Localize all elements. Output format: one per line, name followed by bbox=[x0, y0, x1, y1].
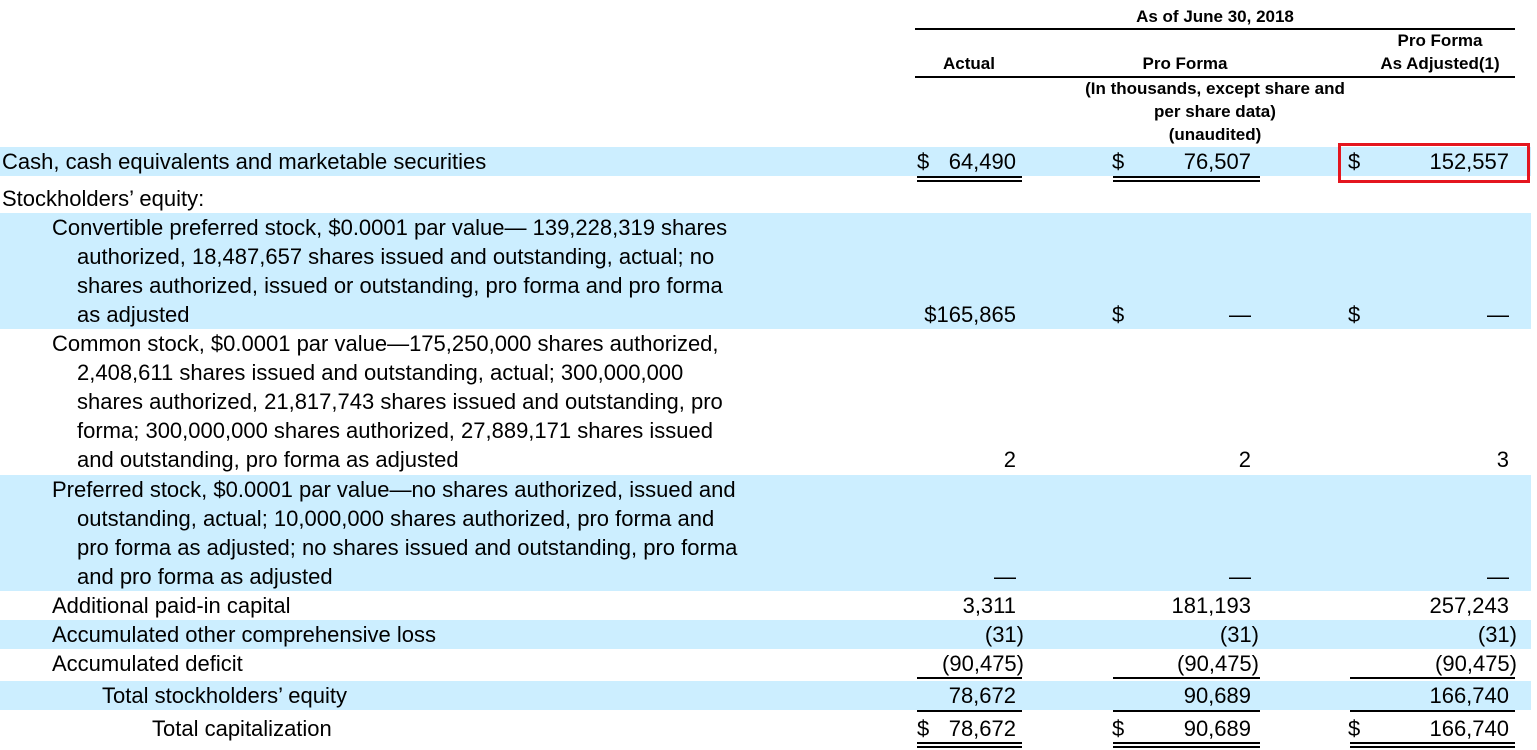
unaudited-note: (unaudited) bbox=[1168, 125, 1262, 144]
row-label: and pro forma as adjusted bbox=[77, 564, 333, 589]
actual-value: 78,672 bbox=[948, 683, 1016, 708]
pfaa-value: 3 bbox=[1496, 447, 1509, 472]
double-underline bbox=[917, 176, 1022, 182]
row-label: Accumulated other comprehensive loss bbox=[52, 622, 436, 647]
period-header: As of June 30, 2018 bbox=[1136, 7, 1294, 26]
dollar-sign: $ bbox=[1112, 716, 1125, 741]
pro-forma-value: (31) bbox=[1219, 622, 1259, 647]
row-label: shares authorized, issued or outstanding, pro forma and pro forma bbox=[77, 273, 723, 298]
double-underline bbox=[1113, 176, 1260, 182]
table-row-preferred-stock bbox=[0, 475, 1531, 591]
pfaa-value: 257,243 bbox=[1429, 593, 1509, 618]
pro-forma-value: — bbox=[1229, 302, 1251, 327]
row-label: forma; 300,000,000 shares authorized, 27,889,171 shares issued bbox=[77, 418, 713, 443]
underline bbox=[1113, 677, 1260, 679]
actual-value: — bbox=[994, 564, 1016, 589]
col-header-actual: Actual bbox=[943, 54, 995, 73]
section-heading: Stockholders’ equity: bbox=[2, 186, 205, 211]
table-row-cash bbox=[0, 147, 1531, 176]
row-label: as adjusted bbox=[77, 302, 190, 327]
row-label: shares authorized, 21,817,743 shares issued and outstanding, pro bbox=[77, 389, 723, 414]
double-underline bbox=[1113, 742, 1260, 748]
table-row-aocl bbox=[0, 620, 1531, 649]
row-label: pro forma as adjusted; no shares issued and outstanding, pro forma bbox=[77, 535, 738, 560]
pfaa-value: 166,740 bbox=[1429, 683, 1509, 708]
dollar-sign: $ bbox=[1348, 302, 1361, 327]
dollar-sign: $ bbox=[917, 716, 930, 741]
pfaa-value: — bbox=[1487, 302, 1509, 327]
actual-value: 78,672 bbox=[948, 716, 1016, 741]
row-label: outstanding, actual; 10,000,000 shares authorized, pro forma and bbox=[77, 506, 715, 531]
pro-forma-value: 90,689 bbox=[1183, 716, 1251, 741]
row-label: authorized, 18,487,657 shares issued and outstanding, actual; no bbox=[77, 244, 715, 269]
pfaa-value: — bbox=[1487, 564, 1509, 589]
actual-value: (31) bbox=[984, 622, 1024, 647]
row-label: and outstanding, pro forma as adjusted bbox=[77, 447, 459, 472]
double-underline bbox=[1350, 742, 1515, 748]
underline bbox=[1350, 710, 1515, 712]
units-note: (In thousands, except share and bbox=[1085, 79, 1345, 98]
col-header-pfaa-line2: As Adjusted(1) bbox=[1380, 54, 1500, 73]
row-label: Cash, cash equivalents and marketable securities bbox=[2, 149, 487, 174]
pfaa-value: 152,557 bbox=[1429, 149, 1509, 174]
row-label: Accumulated deficit bbox=[52, 651, 243, 676]
row-label: Additional paid-in capital bbox=[52, 593, 291, 618]
pro-forma-value: 90,689 bbox=[1183, 683, 1251, 708]
col-header-pfaa-line1: Pro Forma bbox=[1397, 31, 1483, 50]
pro-forma-value: (90,475) bbox=[1177, 651, 1259, 676]
actual-value: 64,490 bbox=[948, 149, 1016, 174]
double-underline bbox=[917, 742, 1022, 748]
pro-forma-value: 76,507 bbox=[1183, 149, 1251, 174]
pro-forma-value: 2 bbox=[1238, 447, 1251, 472]
dollar-sign: $ bbox=[1348, 149, 1361, 174]
underline bbox=[917, 677, 1022, 679]
table-row-convertible-preferred bbox=[0, 213, 1531, 329]
actual-value: 3,311 bbox=[962, 593, 1016, 618]
table-row-total-capitalization bbox=[0, 714, 1531, 743]
row-label: Convertible preferred stock, $0.0001 par value— 139,228,319 shares bbox=[52, 215, 728, 240]
dollar-sign: $ bbox=[1348, 716, 1361, 741]
underline bbox=[1350, 677, 1515, 679]
highlight-box bbox=[1338, 143, 1530, 183]
table-row-common-stock bbox=[0, 329, 1531, 475]
table-row-equity-heading bbox=[0, 184, 1531, 213]
underline bbox=[917, 710, 1022, 712]
row-label: 2,408,611 shares issued and outstanding, actual; 300,000,000 bbox=[77, 360, 684, 385]
actual-value: 2 bbox=[1003, 447, 1016, 472]
table-row-accumulated-deficit bbox=[0, 649, 1531, 678]
dollar-sign: $ bbox=[917, 149, 930, 174]
dollar-sign: $ bbox=[1112, 302, 1125, 327]
actual-value: $165,865 bbox=[924, 302, 1016, 327]
dollar-sign: $ bbox=[1112, 149, 1125, 174]
table-row-apic bbox=[0, 591, 1531, 620]
underline bbox=[1113, 710, 1260, 712]
pro-forma-value: 181,193 bbox=[1171, 593, 1251, 618]
row-label: Total stockholders’ equity bbox=[102, 683, 347, 708]
units-note: per share data) bbox=[1154, 102, 1276, 121]
pfaa-value: 166,740 bbox=[1429, 716, 1509, 741]
pfaa-value: (90,475) bbox=[1435, 651, 1517, 676]
pfaa-value: (31) bbox=[1477, 622, 1517, 647]
actual-value: (90,475) bbox=[942, 651, 1024, 676]
table-row-total-equity bbox=[0, 681, 1531, 710]
pro-forma-value: — bbox=[1229, 564, 1251, 589]
row-label: Common stock, $0.0001 par value—175,250,000 shares authorized, bbox=[52, 331, 719, 356]
row-label: Preferred stock, $0.0001 par value—no shares authorized, issued and bbox=[52, 477, 736, 502]
col-header-pro-forma: Pro Forma bbox=[1142, 54, 1228, 73]
row-label: Total capitalization bbox=[152, 716, 332, 741]
